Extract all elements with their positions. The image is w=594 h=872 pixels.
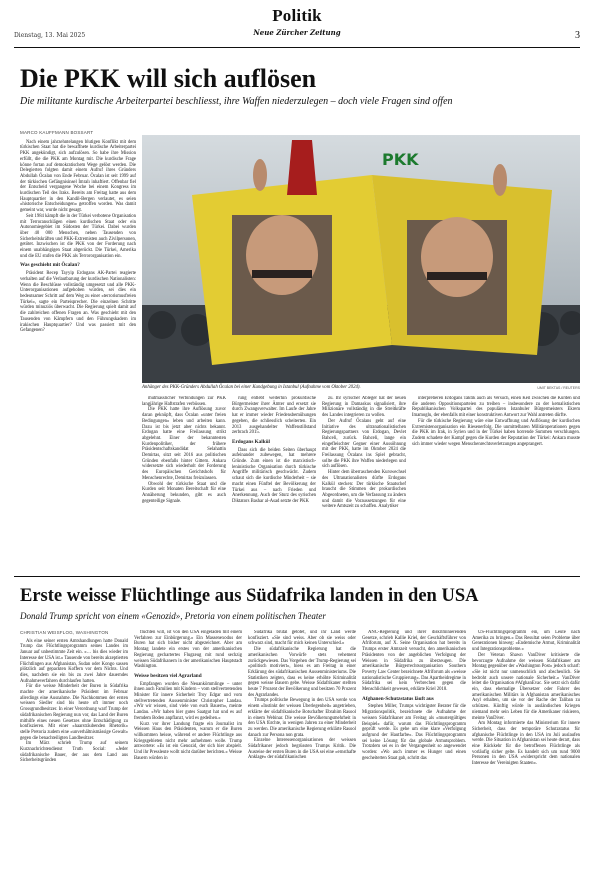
article2-subhead: Donald Trump spricht von einem «Genozid», Pretoria von einem politischen Theater [20,611,326,621]
article1-photo-credit: UMIT BEKTAS / REUTERS [537,386,580,390]
page-number: 3 [575,30,580,41]
article1-subheading: Was geschieht mit Öcalan? [20,262,80,269]
article-divider [14,576,580,577]
article2-paragraph: Einzelne Interessenorganisationen der weissen Südafrikaner jedoch begrüssten Trumps Kritik. Die Ausreise der ersten Buren in die USA sei eine «ernsthafte Anklage» der südafrikanischen [248,738,356,761]
article2-column-3 [248,630,356,866]
article2-paragraph: Für die weisse Minderheit der Buren in Südafrika machte der amerikanische Präsident im Februar allerdings eine Ausnahme. Die Nachkommen der ersten weissen Siedler sind bis heute oft immer noch Grossgrundbesitzer. In einer Verordnung warf Trump der südafrikanischen Regierung nun vor, das Land der Buren mithilfe eines neuen Gesetzes ohne Entschädigung zu konfiszieren. Mit einer «haarsträubenden Rhetorik» stelle Pretoria zudem eine «unverhältnismässige Gewalt» gegen die benachteiligten Landbesitzer. [20,684,128,741]
article1-subheading: Erdogans Kalkül [232,438,270,445]
article2-headline: Erste weisse Flüchtlinge aus Südafrika landen in den USA [20,586,479,606]
article1-byline: MARCO KAUFFMANN BOSSART [20,130,94,135]
section-title: Politik [272,6,322,25]
article1-paragraph: Der Aufruf Öcalans geht auf eine Initiative des ultranationalistischen Regierungspartners von Erdogan, Devlet Bahceli, zurück. Bahceli, lange ein eingefleischter Gegner einer Aussöhnung mit der PKK, hatte im Oktober 2024 die Freilassung Öcalans ins Spiel gebracht, sollte die PKK ihre Waffen niederlegen und sich auflösen. [322,418,406,470]
article1-column-3 [232,396,316,566]
article2-paragraph: Kurz vor ihrer Landung fragte ein Journalist im Weissen Haus den Präsidenten, warum er die Buren willkommen heisse, während er andere Flüchtlinge aus Kriegsgebieten nicht mehr aufnehmen wolle. Trump antwortete: «Es ist ein Genozid, der sich hier abspielt. Und ihr Pressleute wollt nicht darüber berichten.» Weisse Bauern würden in [134,721,242,761]
article1-paragraph: Seit 1984 kämpft die in der Türkei verbotene Organisation mit Terroranschlägen einen kurdischen Staat oder ein Autonomiegebiet im Südosten der Türkei. Dabei wurden über 40 000 Menschen, neben Tausenden von Sicherheitskräften und PKK-Extremisten auch Zivilpersonen, getötet. Inzwischen ist die PKK von der Forderung nach einem unabhängigen Staat abgerückt. Die Türkei, Amerika und die EU stufen die PKK als Terrororganisation ein. [20,213,136,259]
newspaper-name: Neue Zürcher Zeitung [253,28,341,37]
article2-paragraph: Südafrika brutal getötet, und ihr Land werde konfisziert. «Sie sind weiss. Aber ob sie weiss oder schwarz sind, macht für mich keinen Unterschied.» [248,630,356,647]
article1-paragraph: Die PKK hatte ihre Auflösung zuvor daran geknüpft, dass Öcalan «unter freien Bedingungen» leben und arbeiten kann. Dazu ist bis jetzt aber nichts bekannt. Erdogan hatte eine Freilassung strikt abgelehnt. Einer der bekanntesten Kurdenpolitiker, der frühere Präsidentschaftskandidat Selahattin Demirtas, sitzt seit 2016 aus politischen Gründen ebenfalls hinter Gittern. Ankara widersetzte sich wiederholt der Forderung des Europäischen Gerichtshofs für Menschenrechte, Demirtas freizulassen. [142,407,226,481]
rally-photo-illustration [142,135,580,383]
article1-paragraph: zu. Ihr syrischer Ableger hat der neuen Regierung in Damaskus signalisiert, ihre Milizionäre vollständig in die Streitkräfte des Landes integrieren zu wollen. [322,396,406,419]
article1-column-1 [20,130,136,570]
article2-paragraph: Empfangen wurden die Neuankömmlinge – unter ihnen auch Familien mit Kindern – vom stellvertretenden Minister für innere Sicherheit Troy Edgar und vom stellvertretenden Aussenminister Christopher Landau. «Wir wir wissen, sind viele von euch Bauern», meinte Landau. «Wir haben hier gutes Saatgut hat und es auf fremdem Boden anpflanzt, wird es gedeihen.» [134,681,242,721]
article2-paragraph: US-Flüchtlingsprogramm ein, um Leute nach Amerika zu bringen.» Das Resultat seien Probleme über Generationen hinweg: «Endemische Armut, Kriminalität und Integrationsprobleme.» [472,630,580,653]
article2-subheading: Afghanen-Schutzstatus läuft aus [362,695,434,702]
article1-photo [142,135,580,383]
article1-paragraph: mutmasslicher Verbindungen zur PKK langjährige Haftstrafen verbüssen. [142,396,226,407]
article2-paragraph: Die südafrikanische Regierung hat die amerikanischen Vorwürfe stets vehement zurückgewiesen. Das Vorgehen der Trump-Regierung sei «politisch motiviert», hiess es am Freitag in einer Erklärung des südafrikanischen Aussenministeriums. Die Statistiken zeigten, dass es keine erhöhte Kriminalität gegen weisse Bauern gebe. Weisse Südafrikaner stellten heute 7 Prozent der Bevölkerung und besitzen 70 Prozent des Agrarlandes. [248,647,356,698]
article2-paragraph: Der Veteran Shawn VanDiver kritisierte die bevorzugte Aufnahme der weissen Südafrikaner am Montag gegenüber der «Washington Post» jedoch scharf: «Sie ist nicht nur unmenschlich und abscheulich. Sie bedroht auch unsere nationale Sicherheit.» VanDiver leitet die Organisation #AfghanEvac. Sie setzt sich dafür ein, dass ehemalige Übersetzer oder Fahrer des amerikanischen Militärs in Afghanistan amerikanisches Asyl erhalten, um sie vor der Rache der Taliban zu schützen. Künftig würde in ausländischen Kriegen niemand mehr sein Leben für die Amerikaner riskieren, meinte VanDiver. [472,652,580,721]
article1-column-2 [142,396,226,566]
article1-headline: Die PKK will sich auflösen [20,64,317,93]
article1-column-5 [412,396,580,566]
article2-paragraph: Im März schrieb Trump auf seinem Kurznachrichtendienst Truth Social: «Jeder südafrikanische Bauer, der aus dem Land aus Sicherheitsgründen [20,741,128,764]
article1-paragraph: Dass sich die beiden Seiten überhaupt aufeinander zubewegen, hat mehrere Gründe. Zum einen ist die marxistisch-leninistische Organisation durch türkische Angriffe militärisch geschwächt. Zudem schaut sich die kurdische Minderheit – sie macht einen Fünftel der Bevölkerung der Türkei aus – nach Frieden und Anerkennung. Auch der Sturz des syrischen Diktators Bashar al-Asad setzte der PKK [232,447,316,504]
article1-paragraph: rung entlebt weiterhin prokurdische Bürgermeister ihrer Ämter und ersetzt sie durch Zwangsverwalter. Im Laufe der Jahre hat er immer wieder Friedensbemühungen gegeben, die schliesslich scheiterten. Ein 2013 ausgehandelter Waffenstillstand zerbrach 2015. [232,396,316,436]
article2-paragraph: flüchten will, ist von den USA eingeladen mit einem Verfahren zur Einbürgerung.» Ein Massenexodus der Buren hat sich bisher nicht abgezeichnet. Aber am Montag landete ein erstes von der amerikanischen Regierung gechartertes Flugzeug mit rund sechzig weissen Südafrikanern in der amerikanischen Hauptstadt Washington. [134,630,242,670]
article1-paragraph: Obwohl der türkische Staat und die Kurden seit Monaten Bereitschaft für eine Annäherung bekunden, gibt es auch gegenteilige Signale. [142,481,226,504]
article1-column-4 [322,396,406,566]
article2-paragraph: ANC-Regierung und ihrer diskriminierenden Gesetze, schrieb Kallie Kriel, der Geschäftsführer von Afriforum, auf X. Seine Organisation hat bereits in Trumps erster Amtszeit versucht, den amerikanischen Präsidenten von der angeblichen Verfolgung der Weissen in Südafrika zu überzeugen. Die amerikanische Bürgerrechtsorganisation Southern Poverty Law Center bezeichnete Afriforum als «weisse nationalistische Gruppierung». Das Apartheidregime in Südafrika sei kein Verbrechen gegen die Menschlichkeit gewesen, erklärte Kriel 2018. [362,630,466,693]
article1-paragraph: Präsident Recep Tayyip Erdogans AK-Partei reagierte verhalten auf die Verlautbarung der kurdischen Nationalisten: Wenn die Beschlüsse vollständig umgesetzt und alle PKK-Unterorganisationen aufgehoben würden, sei dies ein bedeutsamer Schritt auf dem Weg zu einer «terrorismusfreien Türkei», sagte ein Parteisprecher. Die einzelnen Schritte würden minuziös überwacht. Die Regierung spielt damit auf die zahlreichen offenen Fragen an. Was geschieht mit den Tausenden von Kämpfern und den Führungskadern im irakischen Hauptquartier? Und was passiert mit den Gefangenen? [20,271,136,334]
article2-column-4 [362,630,466,866]
article2-column-5 [472,630,580,866]
masthead-rule [14,47,580,48]
article2-column-1 [20,630,128,866]
article2-subheading: Weisse besitzen viel Agrarland [134,672,202,679]
banner-text: PKK [382,150,419,169]
article1-paragraph: Hinter dem überraschenden Kurswechsel des Ultranationalisten dürfte Erdogans Kalkül stecken: Der türkische Staatschef braucht die Stimmen der prokurdischen Abgeordneten, um die Verfassung zu ändern und damit die Voraussetzungen für eine weitere Amtszeit zu schaffen. Analytiker [322,470,406,510]
issue-date: Dienstag, 13. Mai 2025 [14,32,86,39]
article1-subhead: Die militante kurdische Arbeiterpartei beschliesst, ihre Waffen niederzulegen – doch viele Fragen sind offen [20,96,453,107]
article1-photo-caption: Anhänger des PKK-Gründers Abdullah Öcalan bei einer Kundgebung in Istanbul (Aufnahme vom Oktober 2024). [142,385,361,390]
masthead [14,6,580,50]
article2-byline: CHRISTIAN WEISFLOG, WASHINGTON [20,630,109,635]
article2-paragraph: Stephen Miller, Trumps wichtigster Berater für die Migrationspolitik, bezeichnete die Aufnahme der weissen Südafrikaner am Freitag als «mustergültiges Beispiel» dafür, warum das Flüchtlingsprogramm geprüft werde. Es gehe um eine klare «Verfolgung aufgrund der Hautfarbe». Das Flüchtlingsprogramm sei keine Lösung für das globale Armutsproblem. Trotzdem sei es in der Vergangenheit so angewendet worden: «Wo auch immer es Hunger und einen gescheiterten Staat gab, schritt das [362,704,466,761]
article1-paragraph: Nach einem jahrzehntelangen blutigen Konflikt mit dem türkischen Staat hat die bewaffnete kurdische Arbeiterpartei PKK angekündigt, sich aufzulösen. So habe ihre Mission erfüllt, die die PKK am Montag mit. Die kurdische Frage könne fortan auf demokratischem Wege gelöst werden. Die Delegierten folgten damit einem Aufruf ihres Gründers Abdullah Öcalan von Ende Februar. Öcalan ist seit 1999 auf der türkischen Gefängnisinsel İmralı inhaftiert. Offenbar fiel der Entscheid vergangene Woche bei einem Kongress im kurdischen Teil des Iraks. Bereits am Freitag hatte aus dem Hauptquartier in den Kandil-Bergen verlautet, es seien «historische Entscheidungen» getroffen worden. Was damit gemeint war, wurde nicht gesagt. [20,139,136,214]
article2-paragraph: Am Montag informierte das Ministerium für innere Sicherheit, dass der temporäre Schutzstatus für afghanische Flüchtlinge in den USA im Juli auslaufen werde. Die Situation in Afghanistan sei heute derart, dass eine Rückkehr für die betroffenen Flüchtlinge als vorläufig sicher gelte. Es handelt sich um rund 9000 Personen in den USA «widerspricht dem nationalen Interesse der Vereinigten Staaten». [472,721,580,767]
article2-paragraph: Als eine seiner ersten Amtshandlungen hatte Donald Trump das Flüchtlingsprogramm seines Landes im Januar auf unbestimmte Zeit ein. «… bis dies wieder im Interesse der USA ist.» Tausende von bereits akzeptierten Flüchtlingen aus Afghanistan, Sudan oder Kongo sassen plötzlich auf gepackten Koffern vor dem Nichts. Und dies, nachdem sie ein bis zu zwei Jahre dauerndes Aufnahmeverfahren durchlaufen hatten. [20,638,128,684]
article1-paragraph: Für die türkische Regierung wäre eine Entwaffnung und Auflösung der kurdischen Extremistenorganisation ein Riesenerfolg. Die unmittelbaren Militäroperationen gegen die PKK im Irak, in Syrien und in der Türkei haben horrende Summen verschlungen. Zudem schadete der Kampf gegen die Kurden der Reputation der Türkei: Ankara musste sich immer wieder wegen Menschenrechtsverletzungen angeprangert. [412,418,580,447]
article2-paragraph: Trumps politische Bewegung in den USA werde von einem «Instinkt der weissen Überlegenheit» angetrieben, erklärte der südafrikanische Botschafter Ebrahim Rasool in einem Webinar. Die weisse Bevölkerungsmehrheit in den USA fürchte, in wenigen Jahren zu einer Minderheit zu werden. Die amerikanische Regierung erklärte Rasool danach zur Persona non grata. [248,698,356,738]
article2-column-2 [134,630,242,866]
article1-paragraph: interpretieren Erdogans Taktik auch als Versuch, einen Keil zwischen die Kurden und die anderen Oppositionsparteien zu treiben – insbesondere zu der kemalistischen Republikanischen Volkspartei des populären Istanbuler Bürgermeisters Ekrem Imamoglu, der ebenfalls mit einer konstruktiven Antwort zur Wahl antreten dürfte. [412,396,580,419]
